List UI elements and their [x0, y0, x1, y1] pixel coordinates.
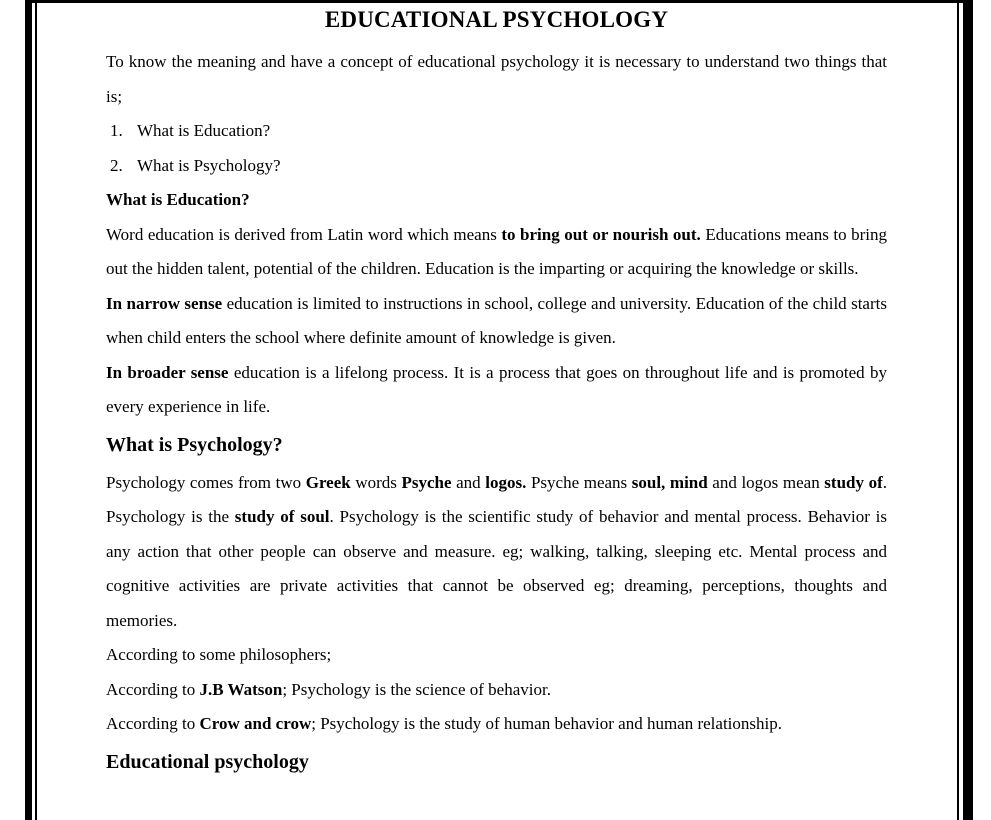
text-run: ; Psychology is the study of human behavior and human relationship. [311, 714, 782, 733]
bold-text-run: to bring out or nourish out. [501, 224, 701, 244]
page-border-right-outer [963, 0, 973, 820]
paragraph [106, 287, 892, 356]
text-run: To know the meaning and have a concept of educational psychology it is necessary to understand two things that is; [106, 52, 892, 106]
bold-text-run: study of soul [234, 507, 330, 526]
list-item-number: 2. [110, 155, 123, 175]
text-run: . Psychology is the scientific study of behavior and mental process. Behavior is any action that other people can observe and measure. eg; walking, talking, sleeping etc. Mental process and cognitive activities are private activities that cannot be observed eg; dreaming, perceptions, thoughts and memories. [106, 507, 892, 630]
list-item-text: What is Psychology? [137, 155, 281, 175]
page-border-left-outer [25, 0, 32, 820]
page-border-right-inner [957, 0, 959, 820]
list-item-text: What is Education? [137, 121, 271, 140]
paragraph [106, 673, 887, 708]
paragraph [106, 45, 892, 114]
document-title: EDUCATIONAL PSYCHOLOGY [324, 7, 669, 32]
bold-text-run: In broader sense [106, 362, 229, 382]
bold-text-run: Greek [305, 472, 351, 492]
text-run: Psychology comes from two [106, 472, 306, 492]
page-border-left-inner [35, 0, 37, 820]
text-run: education is a lifelong process. It is a process that goes on throughout life and is promoted by every experience in life. [106, 362, 892, 416]
paragraph [106, 466, 892, 639]
bold-text-run: Psyche [401, 472, 452, 492]
text-run: According to [106, 714, 200, 733]
text-run: ; Psychology is the science of behavior. [282, 679, 551, 699]
text-run: Educations means to bring out the hidden talent, potential of the children. Education is the imparting or acquiring the knowledge or skills. [106, 224, 892, 278]
text-run: words [350, 472, 402, 492]
text-run: According to some philosophers; [106, 645, 332, 664]
list-item [106, 149, 887, 184]
text-run: Psyche means [526, 472, 632, 492]
text-run: According to [106, 679, 200, 699]
bold-text-run: J.B Watson [199, 679, 283, 699]
bold-text-run: soul, mind [631, 472, 708, 492]
list-item-number: 1. [110, 121, 123, 140]
document-page [106, 2, 892, 783]
text-run: Word education is derived from Latin word which means [106, 224, 502, 244]
bold-text-run: In narrow sense [106, 293, 223, 313]
paragraph [106, 218, 892, 287]
section-heading: What is Psychology? [106, 433, 283, 456]
paragraph [106, 707, 887, 742]
list-item [106, 114, 887, 149]
text-run: and logos mean [707, 472, 825, 492]
text-run: and [451, 472, 486, 492]
bold-text-run: study of [824, 472, 883, 492]
paragraph [106, 356, 892, 425]
section-heading: What is Education? [106, 190, 250, 209]
text-run: education is limited to instructions in school, college and university. Education of the child starts when child enters the school where definite amount of knowledge is given. [106, 293, 892, 347]
bold-text-run: logos. [485, 472, 527, 492]
section-heading: Educational psychology [106, 750, 309, 773]
numbered-list [106, 114, 887, 183]
paragraph [106, 638, 887, 673]
document-body [106, 45, 892, 781]
text-run: . Psychology is the [106, 472, 892, 526]
bold-text-run: Crow and crow [199, 714, 312, 733]
